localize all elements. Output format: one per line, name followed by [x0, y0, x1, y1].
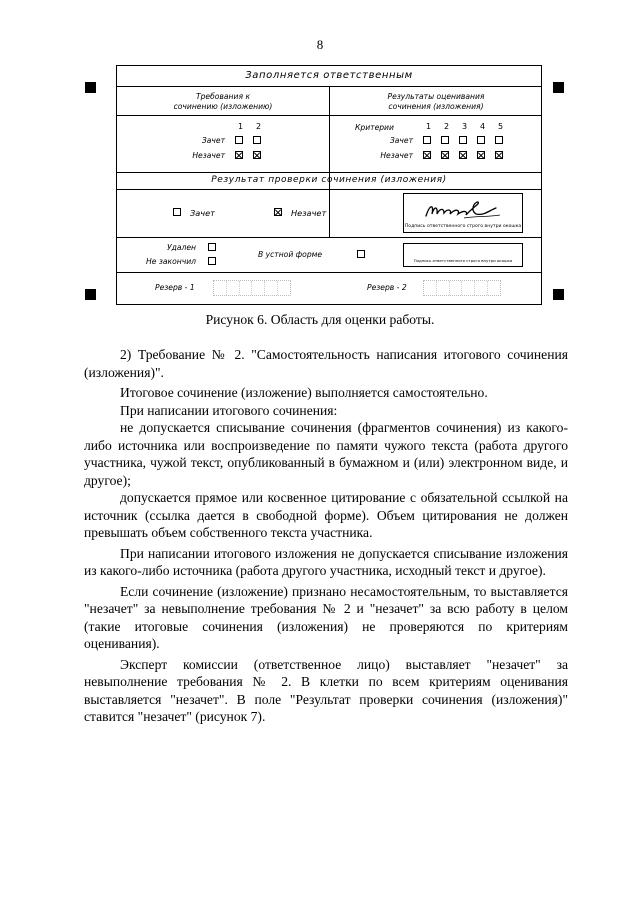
criterion-3-pass-checkbox[interactable]	[459, 136, 467, 144]
requirements-pass-label: Зачет	[201, 136, 225, 145]
requirement-1-pass-checkbox[interactable]	[235, 136, 243, 144]
criteria-fail-label: Незачет	[380, 151, 413, 160]
requirement-1-fail-checkbox[interactable]	[235, 151, 243, 159]
oral-signature-box[interactable]	[403, 243, 523, 267]
criterion-2-fail-checkbox[interactable]	[441, 151, 449, 159]
paragraph: не допускается списывание сочинения (фрагментов сочинения) из какого-либо источника или воспроизведение по памяти чужого текста (работа другого участника, чужой текст, опубликованный в бумажном и (или) электронном виде, и другое);	[84, 420, 568, 488]
paragraph: Если сочинение (изложение) признано несамостоятельным, то выставляется "незачет" за невыполнение требования № 2 и "незачет" за всю работу в целом (такие итоговые сочинения (изложения) не проверяются по критериям оценивания).	[84, 583, 568, 651]
form-title: Заполняется ответственным	[245, 70, 413, 81]
criterion-number-3: 3	[462, 122, 468, 131]
result-fail-label: Незачет	[291, 208, 327, 218]
criterion-4-pass-checkbox[interactable]	[477, 136, 485, 144]
removed-label: Удален	[166, 243, 196, 252]
reserve-1-label: Резерв - 1	[155, 283, 195, 292]
criterion-number-5: 5	[498, 122, 504, 131]
requirements-header: Требования к сочинению (изложению)	[173, 92, 273, 111]
reserve-2-field[interactable]	[423, 280, 501, 296]
oral-signature-caption: Подпись ответственного строго внутри окошка	[413, 258, 513, 263]
criterion-number-2: 2	[444, 122, 450, 131]
corner-marker-bottom-right	[553, 289, 564, 300]
criteria-label: Критерии	[355, 123, 394, 132]
paragraph: 2) Требование № 2. "Самостоятельность написания итогового сочинения (изложения)".	[84, 347, 568, 380]
paragraph: допускается прямое или косвенное цитирование с обязательной ссылкой на источник (ссылка дается в свободной форме). Объем цитирования не должен превышать объем собственного текста участника.	[84, 490, 568, 540]
result-fail-checkbox[interactable]	[274, 208, 282, 216]
page-number: 8	[316, 37, 324, 52]
requirement-number-1: 1	[238, 122, 244, 131]
result-pass-label: Зачет	[190, 208, 215, 218]
signature-caption: Подпись ответственного строго внутри окошка	[404, 224, 522, 229]
removed-checkbox[interactable]	[208, 243, 216, 251]
signature-image	[404, 196, 522, 224]
oral-form-checkbox[interactable]	[357, 250, 365, 258]
paragraph: При написании итогового изложения не допускается списывание изложения из какого-либо источника (работа другого участника, исходный текст и другое).	[84, 545, 568, 578]
paragraph: При написании итогового сочинения:	[120, 402, 338, 418]
corner-marker-bottom-left	[85, 289, 96, 300]
requirements-fail-label: Незачет	[192, 151, 225, 160]
criterion-3-fail-checkbox[interactable]	[459, 151, 467, 159]
criterion-4-fail-checkbox[interactable]	[477, 151, 485, 159]
oral-form-label: В устной форме	[258, 250, 323, 259]
criterion-2-pass-checkbox[interactable]	[441, 136, 449, 144]
reserve-1-field[interactable]	[213, 280, 291, 296]
criterion-5-fail-checkbox[interactable]	[495, 151, 503, 159]
criterion-number-1: 1	[426, 122, 432, 131]
criterion-5-pass-checkbox[interactable]	[495, 136, 503, 144]
assessment-form	[116, 65, 542, 305]
corner-marker-top-left	[85, 82, 96, 93]
criterion-1-pass-checkbox[interactable]	[423, 136, 431, 144]
requirement-2-pass-checkbox[interactable]	[253, 136, 261, 144]
results-header: Результаты оценивания сочинения (изложения)	[387, 92, 485, 111]
criteria-pass-label: Зачет	[389, 136, 413, 145]
paragraph: Эксперт комиссии (ответственное лицо) выставляет "незачет" за невыполнение требования № 2. В клетки по всем критериям оценивания выставляется "незачет". В поле "Результат проверки сочинения (изложения)" ставится "незачет" (рисунок 7).	[84, 656, 568, 724]
signature-box[interactable]	[403, 193, 523, 233]
result-pass-checkbox[interactable]	[173, 208, 181, 216]
corner-marker-top-right	[553, 82, 564, 93]
reserve-2-label: Резерв - 2	[367, 283, 407, 292]
not-finished-label: Не закончил	[146, 257, 196, 266]
result-title: Результат проверки сочинения (изложения)	[211, 175, 447, 185]
paragraph: Итоговое сочинение (изложение) выполняется самостоятельно.	[120, 385, 488, 400]
criterion-1-fail-checkbox[interactable]	[423, 151, 431, 159]
criterion-number-4: 4	[480, 122, 486, 131]
requirement-number-2: 2	[256, 122, 262, 131]
requirement-2-fail-checkbox[interactable]	[253, 151, 261, 159]
not-finished-checkbox[interactable]	[208, 257, 216, 265]
body-text	[84, 346, 568, 726]
figure-caption: Рисунок 6. Область для оценки работы.	[205, 312, 435, 327]
